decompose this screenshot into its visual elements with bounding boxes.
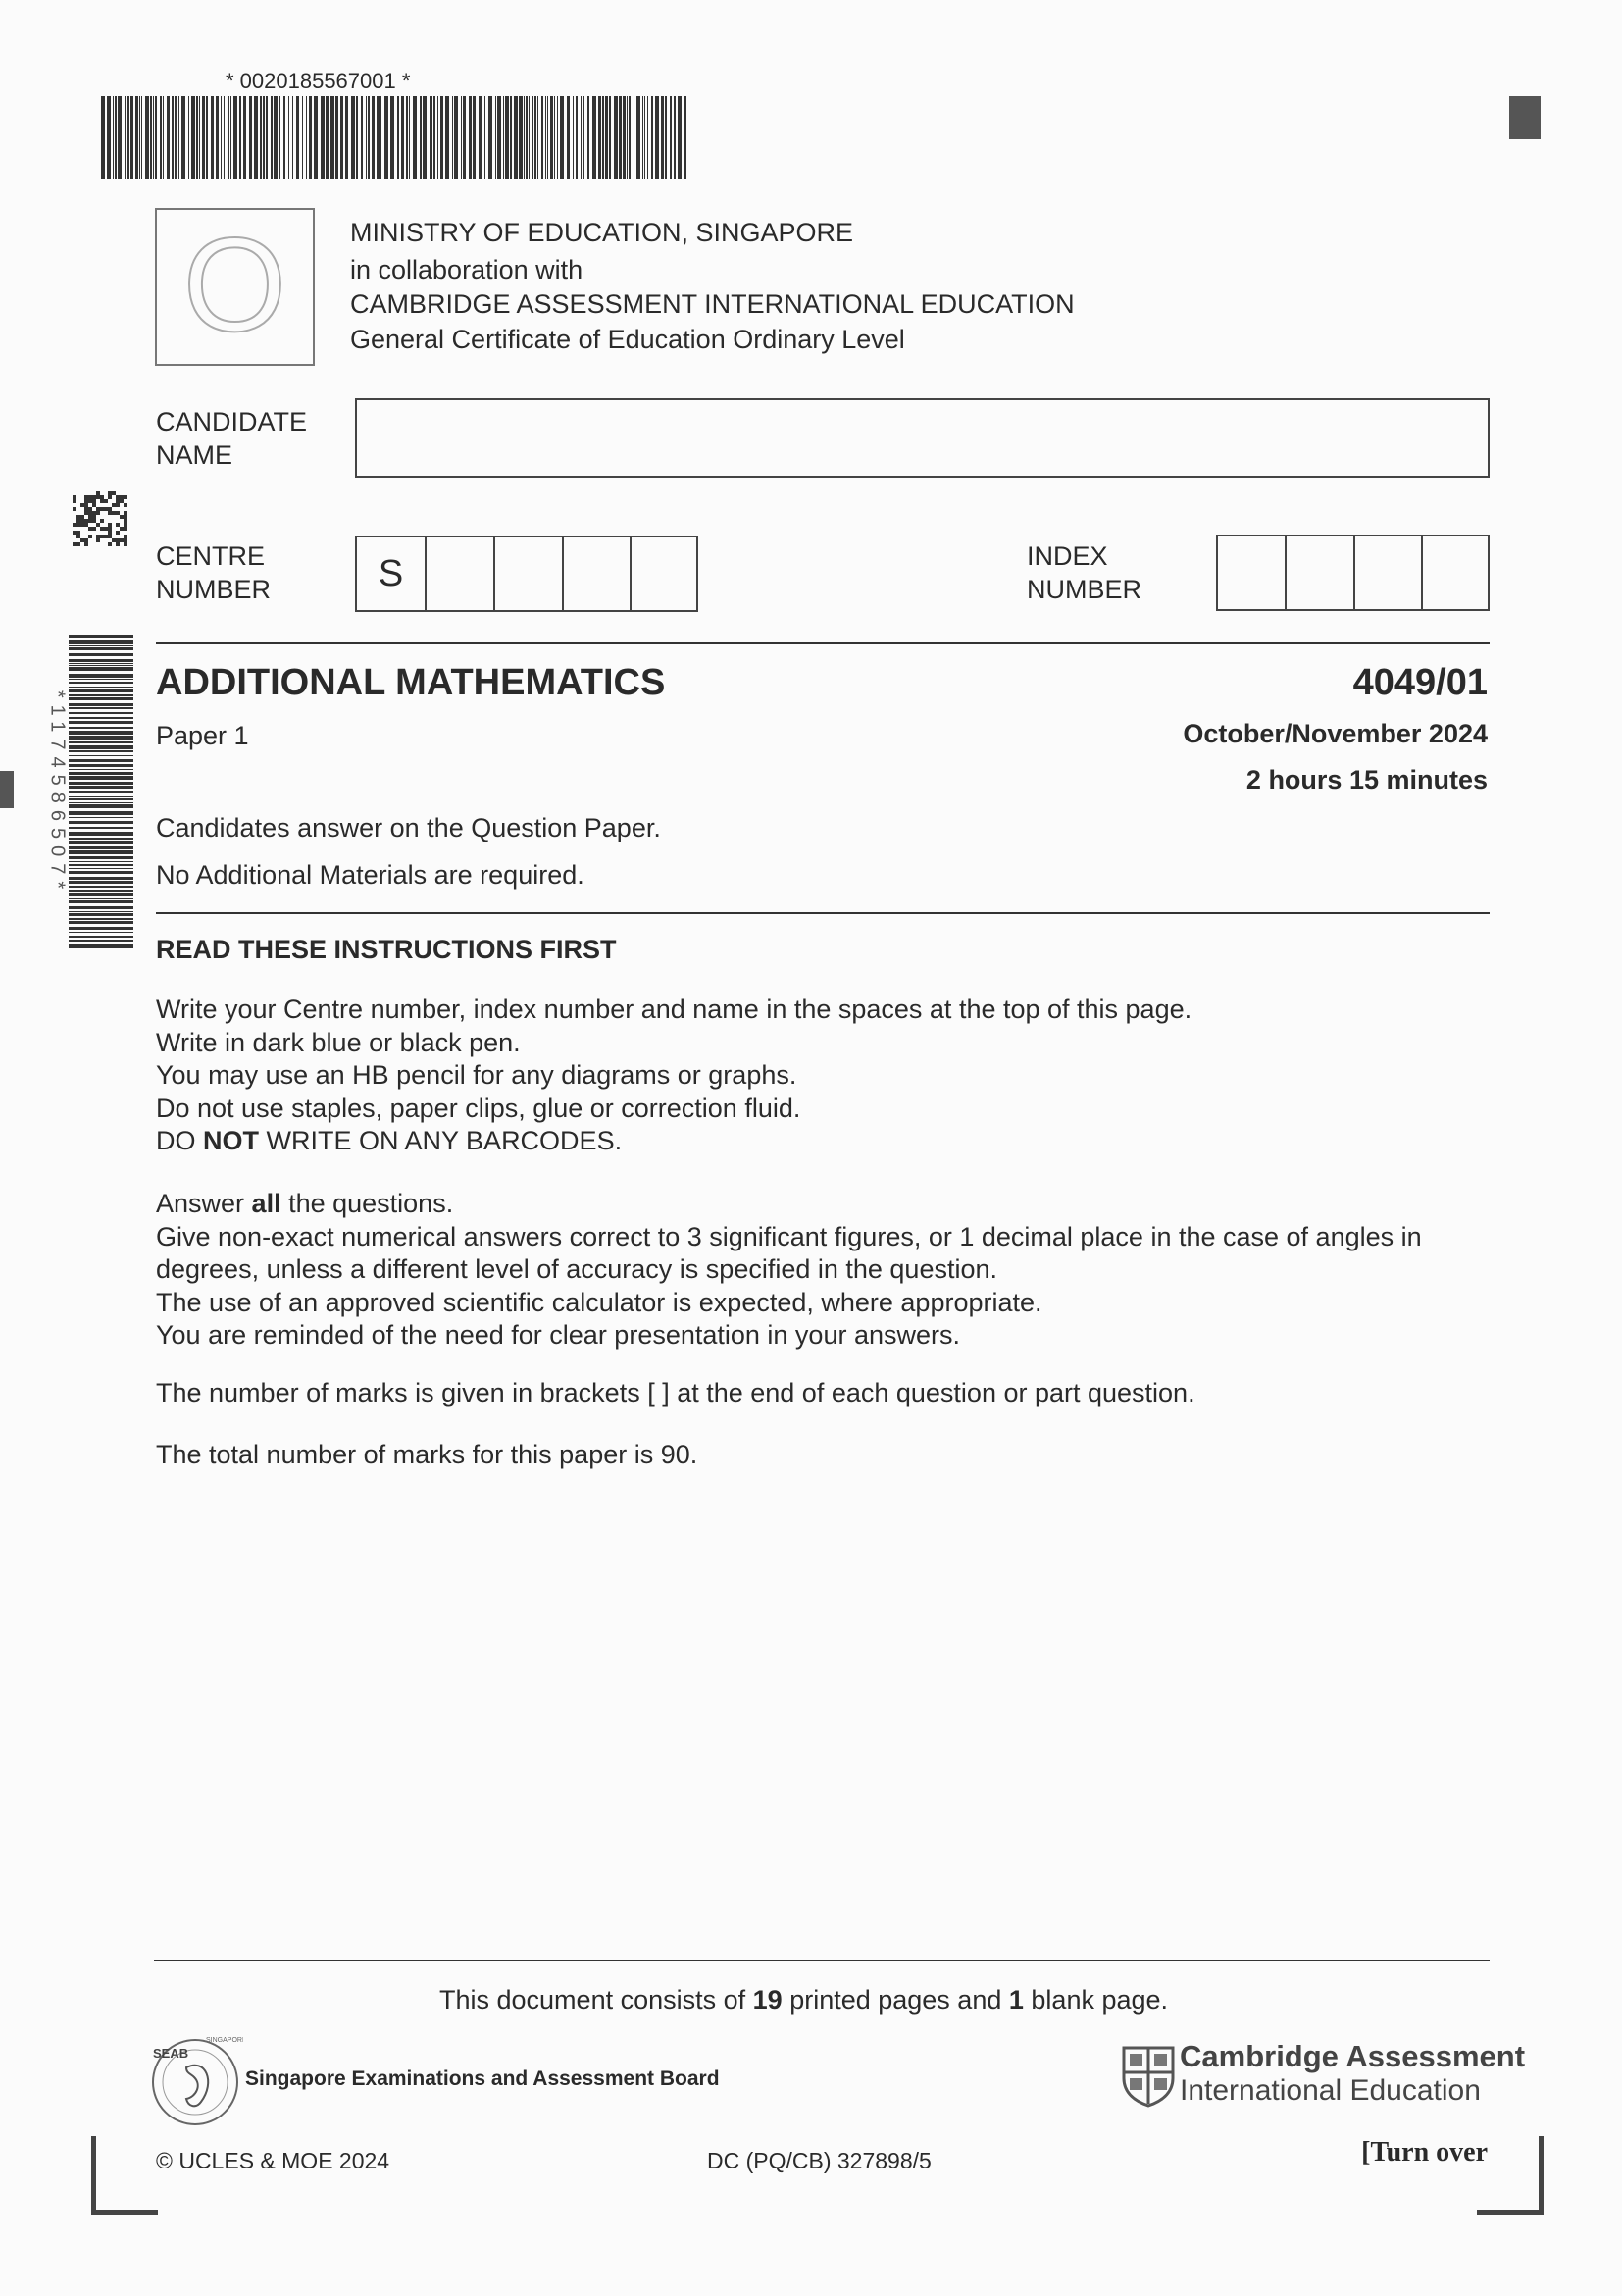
turn-over: [Turn over bbox=[1361, 2137, 1488, 2168]
paper-code: 4049/01 bbox=[1352, 662, 1488, 703]
header-line-gce: General Certificate of Education Ordinary Level bbox=[350, 325, 905, 354]
header-line-cambridge: CAMBRIDGE ASSESSMENT INTERNATIONAL EDUCATION bbox=[350, 289, 1075, 319]
instruction-line-answer-all: Answer all the questions. bbox=[156, 1189, 454, 1218]
side-barcode bbox=[69, 635, 133, 952]
instruction-line: degrees, unless a different level of accuracy is specified in the question. bbox=[156, 1254, 998, 1284]
subject-title: ADDITIONAL MATHEMATICS bbox=[156, 662, 666, 703]
index-number-field[interactable] bbox=[1216, 535, 1490, 611]
instruction-line: Do not use staples, paper clips, glue or correction fluid. bbox=[156, 1093, 801, 1123]
side-mark bbox=[0, 771, 14, 808]
seab-ring-text: SINGAPORE bbox=[206, 2037, 243, 2044]
index-digit-box[interactable] bbox=[1353, 536, 1355, 609]
header-line-ministry: MINISTRY OF EDUCATION, SINGAPORE bbox=[350, 218, 854, 247]
cambridge-line-1: Cambridge Assessment bbox=[1180, 2039, 1526, 2073]
exam-session: October/November 2024 bbox=[1183, 719, 1488, 748]
seab-name: Singapore Examinations and Assessment Board bbox=[245, 2067, 720, 2090]
copyright: © UCLES & MOE 2024 bbox=[156, 2148, 390, 2173]
index-number-label: INDEX NUMBER bbox=[1027, 541, 1142, 604]
candidate-name-field[interactable] bbox=[355, 398, 1490, 478]
crop-mark-bottom-right bbox=[1477, 2136, 1544, 2215]
cambridge-line-2: International Education bbox=[1180, 2074, 1481, 2107]
centre-digit-box[interactable] bbox=[425, 537, 427, 610]
instructions-heading: READ THESE INSTRUCTIONS FIRST bbox=[156, 935, 617, 964]
index-digit-box[interactable] bbox=[1285, 536, 1287, 609]
instructions-block-1 bbox=[156, 994, 1191, 1158]
barcode-number: * 0020185567001 * bbox=[226, 69, 411, 93]
centre-number-label: CENTRE NUMBER bbox=[156, 541, 272, 604]
qr-code bbox=[73, 491, 127, 546]
instruction-line-barcodes: DO NOT WRITE ON ANY BARCODES. bbox=[156, 1126, 623, 1155]
page-count-note: This document consists of 19 printed pages and 1 blank page. bbox=[439, 1985, 1169, 2015]
centre-number-field[interactable] bbox=[355, 536, 698, 612]
divider bbox=[156, 642, 1490, 644]
seab-logo bbox=[147, 2028, 243, 2132]
centre-digit-box[interactable] bbox=[630, 537, 632, 610]
cambridge-shield-icon bbox=[1121, 2045, 1176, 2108]
paper-number: Paper 1 bbox=[156, 721, 249, 750]
o-level-logo bbox=[155, 208, 315, 366]
instruction-line: The use of an approved scientific calculator is expected, where appropriate. bbox=[156, 1287, 1042, 1317]
total-marks: The total number of marks for this paper is 90. bbox=[156, 1440, 698, 1469]
materials-note: No Additional Materials are required. bbox=[156, 860, 584, 890]
centre-prefix: S bbox=[378, 553, 404, 594]
marks-note: The number of marks is given in brackets [ ] at the end of each question or part question. bbox=[156, 1378, 1195, 1407]
top-barcode bbox=[101, 96, 687, 179]
instruction-line: You may use an HB pencil for any diagrams or graphs. bbox=[156, 1060, 797, 1090]
o-level-logo-letter: O bbox=[182, 210, 287, 359]
footer-divider bbox=[154, 1960, 1490, 1961]
seab-logo-text: SEAB bbox=[153, 2046, 189, 2061]
divider bbox=[156, 912, 1490, 914]
side-barcode-number: *1174586507* bbox=[46, 689, 69, 896]
instruction-line: Write in dark blue or black pen. bbox=[156, 1027, 521, 1057]
candidate-name-label: CANDIDATE NAME bbox=[156, 407, 308, 470]
index-digit-box[interactable] bbox=[1421, 536, 1423, 609]
instructions-block-2 bbox=[156, 1188, 1422, 1352]
registration-mark bbox=[1509, 96, 1541, 139]
instruction-line: Write your Centre number, index number and name in the spaces at the top of this page. bbox=[156, 995, 1192, 1024]
header-line-collab: in collaboration with bbox=[350, 255, 583, 284]
instruction-line: Give non-exact numerical answers correct to 3 significant figures, or 1 decimal place in the case of angles in bbox=[156, 1221, 1422, 1251]
centre-digit-box[interactable] bbox=[562, 537, 564, 610]
instruction-line: You are reminded of the need for clear presentation in your answers. bbox=[156, 1320, 960, 1350]
document-code: DC (PQ/CB) 327898/5 bbox=[707, 2148, 932, 2173]
exam-duration: 2 hours 15 minutes bbox=[1245, 765, 1488, 794]
crop-mark-bottom-left bbox=[91, 2136, 158, 2215]
centre-digit-box[interactable] bbox=[493, 537, 495, 610]
answer-on-paper-note: Candidates answer on the Question Paper. bbox=[156, 813, 661, 842]
